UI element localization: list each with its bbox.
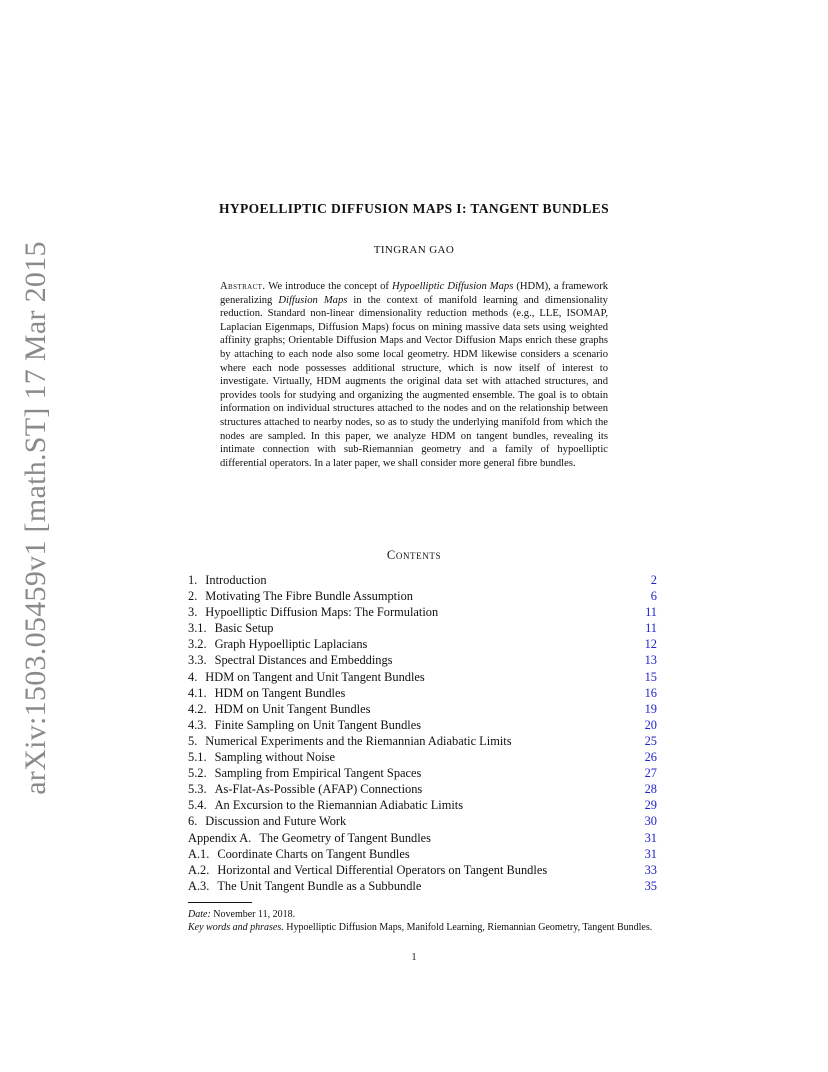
toc-entry-number: 2. (188, 589, 198, 604)
toc-entry-label: As-Flat-As-Possible (AFAP) Connections (214, 782, 423, 797)
toc-page-link[interactable]: 31 (644, 846, 657, 861)
toc-entry-title (188, 830, 431, 846)
toc-page-link[interactable]: 13 (644, 653, 657, 668)
toc-entry-label: The Unit Tangent Bundle as a Subbundle (217, 878, 422, 893)
toc-entry-label: Sampling without Noise (214, 750, 336, 765)
toc-entry-number: 5.2. (188, 766, 207, 781)
toc-entry-label: Sampling from Empirical Tangent Spaces (214, 766, 422, 781)
toc-page-link[interactable]: 11 (645, 621, 657, 636)
toc-entry[interactable] (188, 846, 657, 862)
toc-entry-label: Numerical Experiments and the Riemannian Adiabatic Limits (205, 733, 512, 748)
toc-entry-label: HDM on Unit Tangent Bundles (214, 701, 371, 716)
toc-page-link[interactable]: 33 (644, 862, 657, 877)
toc-entry[interactable] (188, 717, 657, 733)
toc-entry-number: 3.1. (188, 621, 207, 636)
toc-page-link[interactable]: 25 (644, 733, 657, 748)
table-of-contents (188, 572, 657, 894)
footnotes (172, 908, 657, 934)
toc-entry[interactable] (188, 749, 657, 765)
keywords-value: Hypoelliptic Diffusion Maps, Manifold Learning, Riemannian Geometry, Tangent Bundles. (283, 922, 653, 933)
toc-entry[interactable] (188, 652, 657, 668)
footnote-keywords (172, 921, 657, 934)
date-value: November 11, 2018. (210, 909, 296, 920)
toc-entry[interactable] (188, 781, 657, 797)
toc-page-link[interactable]: 27 (644, 766, 657, 781)
toc-entry-number: 3. (188, 605, 198, 620)
abstract-emphasis-diffusion-maps: Diffusion Maps (278, 294, 348, 306)
abstract (220, 280, 608, 470)
contents-heading: Contents (386, 548, 442, 562)
toc-entry-number: 1. (188, 573, 198, 587)
toc-entry[interactable] (188, 685, 657, 701)
toc-entry-label: Motivating The Fibre Bundle Assumption (205, 589, 413, 604)
toc-entry-title (188, 717, 421, 733)
toc-entry-title (188, 862, 547, 878)
toc-entry-title (188, 636, 367, 652)
toc-entry-title (188, 701, 370, 717)
toc-entry-title (188, 588, 413, 604)
toc-entry-number: 4.1. (188, 685, 207, 700)
toc-page-link[interactable]: 30 (644, 814, 657, 829)
toc-entry-title (188, 620, 273, 636)
toc-entry[interactable] (188, 878, 657, 894)
toc-entry-label: Graph Hypoelliptic Laplacians (214, 637, 368, 652)
toc-entry[interactable] (188, 862, 657, 878)
toc-page-link[interactable]: 6 (650, 589, 657, 604)
toc-entry-label: Coordinate Charts on Tangent Bundles (217, 846, 410, 861)
toc-page-link[interactable]: 2 (650, 573, 657, 587)
toc-entry-title (188, 765, 421, 781)
toc-entry-number: 3.3. (188, 653, 207, 668)
footnote-date (172, 908, 657, 921)
toc-entry[interactable] (188, 572, 657, 588)
toc-entry[interactable] (188, 636, 657, 652)
toc-page-link[interactable]: 20 (644, 717, 657, 732)
abstract-text-1: We introduce the concept of (265, 281, 392, 292)
toc-page-link[interactable]: 29 (644, 798, 657, 813)
toc-entry-title (188, 878, 421, 894)
toc-entry-number: A.2. (188, 862, 210, 877)
toc-entry[interactable] (188, 733, 657, 749)
toc-page-link[interactable]: 12 (644, 637, 657, 652)
abstract-text-3: in the context of manifold learning and dimensionality reduction. Standard non-linear dimensionality reduction methods (e.g., LLE, ISOMAP, Laplacian Eigenmaps, Diffusion Maps) focus on mining massive data sets using weighted affinity graphs; Orientable Diffusion Maps and Vector Diffusion Maps enrich these graphs by attaching to each node also some local geometry. HDM likewise considers a scenario where each node possesses additional structure, which is now itself of interest to investigate. Virtually, HDM augments the original data set with attached structures, and provides tools for studying and organizing the augmented ensemble. The goal is to obtain information on individual structures attached to the nodes and on the relationship between structures attached to nearby nodes, so as to study the underlying manifold from which the nodes are sampled. In this paper, we analyze HDM on tangent bundles, revealing its intimate connection with sub-Riemannian geometry and a family of hypoelliptic differential operators. In a later paper, we shall consider more general fibre bundles. (220, 294, 608, 469)
toc-page-link[interactable]: 26 (644, 750, 657, 765)
toc-entry-label: An Excursion to the Riemannian Adiabatic Limits (214, 798, 464, 813)
abstract-label: Abstract. (220, 281, 266, 292)
toc-entry-number: A.1. (188, 846, 210, 861)
toc-entry-label: The Geometry of Tangent Bundles (259, 830, 431, 845)
toc-entry-label: Spectral Distances and Embeddings (214, 653, 393, 668)
toc-entry-number: A.3. (188, 878, 210, 893)
toc-entry-number: 5.1. (188, 750, 207, 765)
paper-title: HYPOELLIPTIC DIFFUSION MAPS I: TANGENT BUNDLES (218, 201, 610, 216)
author-name: TINGRAN GAO (373, 244, 455, 256)
toc-page-link[interactable]: 19 (644, 701, 657, 716)
toc-entry-title (188, 749, 335, 765)
toc-entry-number: 5.4. (188, 798, 207, 813)
toc-entry-title (188, 572, 267, 588)
toc-entry-title (188, 652, 393, 668)
toc-entry-number: 4.3. (188, 717, 207, 732)
toc-page-link[interactable]: 15 (644, 669, 657, 684)
toc-entry[interactable] (188, 604, 657, 620)
toc-entry-number: Appendix A. (188, 830, 252, 845)
toc-entry[interactable] (188, 620, 657, 636)
page-number: 1 (411, 952, 417, 963)
toc-entry[interactable] (188, 830, 657, 846)
toc-entry-title (188, 846, 410, 862)
toc-entry[interactable] (188, 797, 657, 813)
toc-entry-label: HDM on Tangent and Unit Tangent Bundles (205, 669, 425, 684)
keywords-label: Key words and phrases. (188, 922, 284, 933)
toc-entry-number: 6. (188, 814, 198, 829)
toc-entry-title (188, 781, 422, 797)
footnote-rule (188, 902, 252, 903)
toc-page-link[interactable]: 11 (645, 605, 657, 620)
toc-entry[interactable] (188, 765, 657, 781)
toc-entry-number: 3.2. (188, 637, 207, 652)
toc-entry-label: Discussion and Future Work (205, 814, 347, 829)
toc-page-link[interactable]: 28 (644, 782, 657, 797)
toc-entry-title (188, 797, 463, 813)
toc-entry[interactable] (188, 813, 657, 829)
toc-entry-label: Finite Sampling on Unit Tangent Bundles (214, 717, 422, 732)
abstract-text-2: (HDM), a framework generalizing (220, 281, 609, 306)
toc-entry[interactable] (188, 701, 657, 717)
toc-entry[interactable] (188, 669, 657, 685)
abstract-emphasis-hdm: Hypoelliptic Diffusion Maps (391, 281, 514, 292)
toc-entry-title (188, 669, 425, 685)
toc-entry-title (188, 685, 345, 701)
toc-page-link[interactable]: 31 (644, 830, 657, 845)
toc-entry-label: Introduction (205, 573, 267, 587)
toc-entry-title (188, 733, 512, 749)
toc-entry-title (188, 604, 438, 620)
toc-entry-label: Horizontal and Vertical Differential Operators on Tangent Bundles (217, 862, 548, 877)
toc-entry-title (188, 813, 346, 829)
date-label: Date: (188, 909, 211, 920)
toc-entry-number: 4. (188, 669, 198, 684)
toc-entry-number: 4.2. (188, 701, 207, 716)
arxiv-identifier-stamp: arXiv:1503.05459v1 [math.ST] 17 Mar 2015 (19, 241, 52, 795)
toc-entry-label: Hypoelliptic Diffusion Maps: The Formulation (205, 605, 439, 620)
toc-entry-number: 5. (188, 733, 198, 748)
toc-page-link[interactable]: 35 (644, 878, 657, 893)
toc-entry-label: Basic Setup (214, 621, 274, 636)
toc-entry[interactable] (188, 588, 657, 604)
toc-entry-label: HDM on Tangent Bundles (214, 685, 346, 700)
toc-page-link[interactable]: 16 (644, 685, 657, 700)
toc-entry-number: 5.3. (188, 782, 207, 797)
